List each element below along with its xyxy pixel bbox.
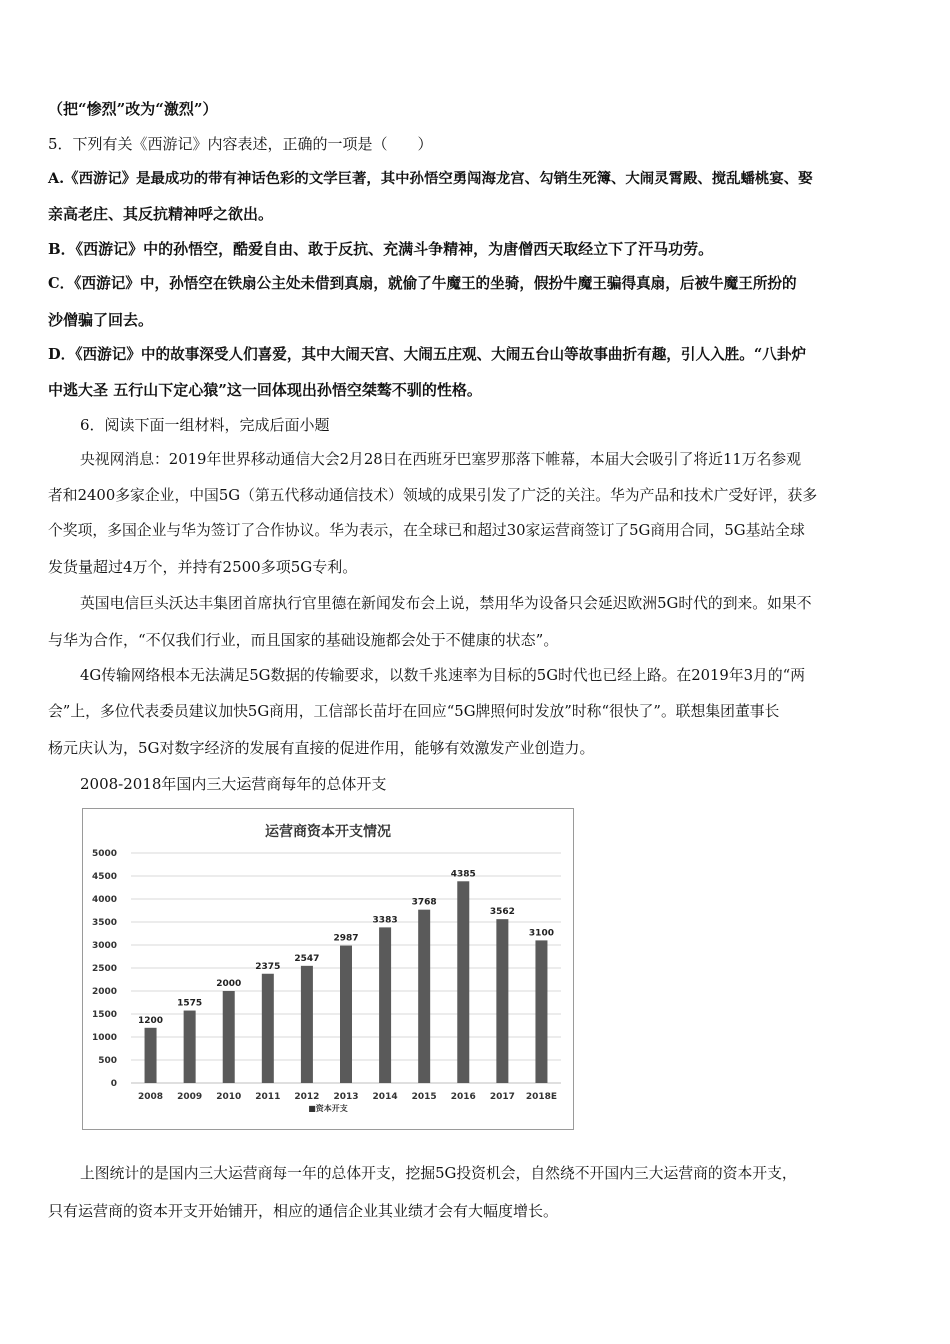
bar-2013 (340, 946, 352, 1083)
chart-canvas (83, 809, 573, 1129)
bar-2018E (535, 940, 547, 1083)
y-tick-label: 500 (98, 1056, 117, 1066)
bar-2015 (418, 910, 430, 1083)
passage-p3-line1: 4G传输网络根本无法满足5G数据的传输要求，以数千兆速率为目标的5G时代也已经上路。在2019年3月的“两 (80, 667, 806, 684)
passage-p3-line2: 会”上，多位代表委员建议加快5G商用，工信部长苗圩在回应“5G牌照何时发放”时称“很快了”。联想集团董事长 (48, 703, 780, 720)
bar-2011 (262, 974, 274, 1083)
x-tick-label: 2013 (333, 1092, 359, 1102)
passage-p1-line3: 个奖项，多国企业与华为签订了合作协议。华为表示，在全球已和超过30家运营商签订了5G商用合同，5G基站全球 (48, 522, 805, 539)
passage-p1-line2: 者和2400多家企业，中国5G（第五代移动通信技术）领域的成果引发了广泛的关注。华为产品和技术广受好评，获多 (48, 487, 818, 504)
x-tick-label: 2011 (255, 1092, 281, 1102)
bar-2008 (145, 1028, 157, 1083)
bar-2010 (223, 991, 235, 1083)
bar-value-label: 1575 (177, 998, 203, 1009)
x-tick-label: 2016 (450, 1092, 476, 1102)
passage-p1-line4: 发货量超过4万个，并持有2500多项5G专利。 (48, 558, 358, 576)
q5-option-a-line1: A.《西游记》是最成功的带有神话色彩的文学巨著，其中孙悟空勇闯海龙宫、勾销生死簿、大闹灵霄殿、搅乱蟠桃宴、娶 (48, 170, 813, 187)
y-tick-label: 4500 (91, 872, 117, 882)
bar-value-label: 2987 (333, 933, 359, 944)
chart-legend: ■资本开支 (308, 1104, 348, 1113)
passage-p2-line2: 与华为合作，“不仅我们行业，而且国家的基础设施都会处于不健康的状态”。 (48, 631, 559, 649)
bar-2009 (184, 1011, 196, 1083)
y-tick-label: 0 (110, 1079, 117, 1089)
passage-p2-line1: 英国电信巨头沃达丰集团首席执行官里德在新闻发布会上说，禁用华为设备只会延迟欧洲5G时代的到来。如果不 (80, 595, 812, 612)
x-tick-label: 2008 (138, 1092, 164, 1102)
q5-stem: 5．下列有关《西游记》内容表述，正确的一项是（ ） (48, 135, 433, 153)
y-tick-label: 4000 (91, 895, 117, 905)
q6-stem: 6．阅读下面一组材料，完成后面小题 (80, 416, 330, 434)
bar-2014 (379, 927, 391, 1083)
question-note: （把“惨烈”改为“激烈”） (48, 100, 218, 118)
passage-p4-line1: 上图统计的是国内三大运营商每一年的总体开支，挖掘5G投资机会，自然绕不开国内三大运营商的资本开支， (80, 1165, 797, 1182)
bar-value-label: 2000 (216, 979, 242, 989)
bar-value-label: 3100 (528, 928, 554, 939)
x-tick-label: 2015 (411, 1092, 437, 1102)
passage-p4-line2: 只有运营商的资本开支开始铺开，相应的通信企业其业绩才会有大幅度增长。 (48, 1202, 559, 1220)
bar-value-label: 3383 (372, 915, 398, 926)
passage-p3-line3: 杨元庆认为，5G对数字经济的发展有直接的促进作用，能够有效激发产业创造力。 (48, 739, 595, 757)
x-tick-label: 2009 (177, 1092, 203, 1102)
q5-option-d-line2: 中逃大圣 五行山下定心猿”这一回体现出孙悟空桀骜不驯的性格。 (48, 381, 482, 399)
y-tick-label: 5000 (91, 849, 117, 859)
q5-option-d-line1: D．《西游记》中的故事深受人们喜爱，其中大闹天宫、大闹五庄观、大闹五台山等故事曲折有趣，引人入胜。“八卦炉 (48, 346, 807, 363)
q5-option-c-line1: C．《西游记》中，孙悟空在铁扇公主处未借到真扇，就偷了牛魔王的坐骑，假扮牛魔王骗得真扇，后被牛魔王所扮的 (48, 275, 797, 292)
bar-2016 (457, 881, 469, 1083)
bar-2012 (301, 966, 313, 1083)
bar-2017 (496, 919, 508, 1083)
bar-value-label: 2547 (294, 953, 320, 964)
x-tick-label: 2014 (372, 1092, 398, 1102)
y-tick-label: 2000 (91, 987, 117, 997)
bar-value-label: 1200 (138, 1015, 164, 1026)
y-tick-label: 2500 (91, 964, 117, 974)
bar-value-label: 4385 (450, 869, 476, 880)
y-tick-label: 3000 (91, 941, 117, 951)
x-tick-label: 2010 (216, 1092, 242, 1102)
bar-value-label: 2375 (255, 961, 281, 972)
bar-value-label: 3562 (489, 907, 515, 918)
q5-option-c-line2: 沙僧骗了回去。 (48, 311, 154, 329)
x-tick-label: 2017 (489, 1092, 515, 1102)
y-tick-label: 1500 (91, 1010, 117, 1020)
passage-p1-line1: 央视网消息：2019年世界移动通信大会2月28日在西班牙巴塞罗那落下帷幕，本届大会吸引了将近11万名参观 (80, 451, 801, 468)
capex-bar-chart (82, 808, 574, 1130)
x-tick-label: 2018E (525, 1092, 558, 1102)
chart-caption: 2008-2018年国内三大运营商每年的总体开支 (80, 775, 387, 793)
y-tick-label: 1000 (91, 1033, 117, 1043)
bar-value-label: 3768 (411, 897, 437, 908)
y-tick-label: 3500 (91, 918, 117, 928)
q5-option-b: B．《西游记》中的孙悟空，酷爱自由、敢于反抗、充满斗争精神，为唐僧西天取经立下了汗马功劳。 (48, 240, 714, 258)
x-tick-label: 2012 (294, 1092, 320, 1102)
q5-option-a-line2: 亲高老庄、其反抗精神呼之欲出。 (48, 205, 274, 223)
chart-title: 运营商资本开支情况 (265, 824, 391, 840)
